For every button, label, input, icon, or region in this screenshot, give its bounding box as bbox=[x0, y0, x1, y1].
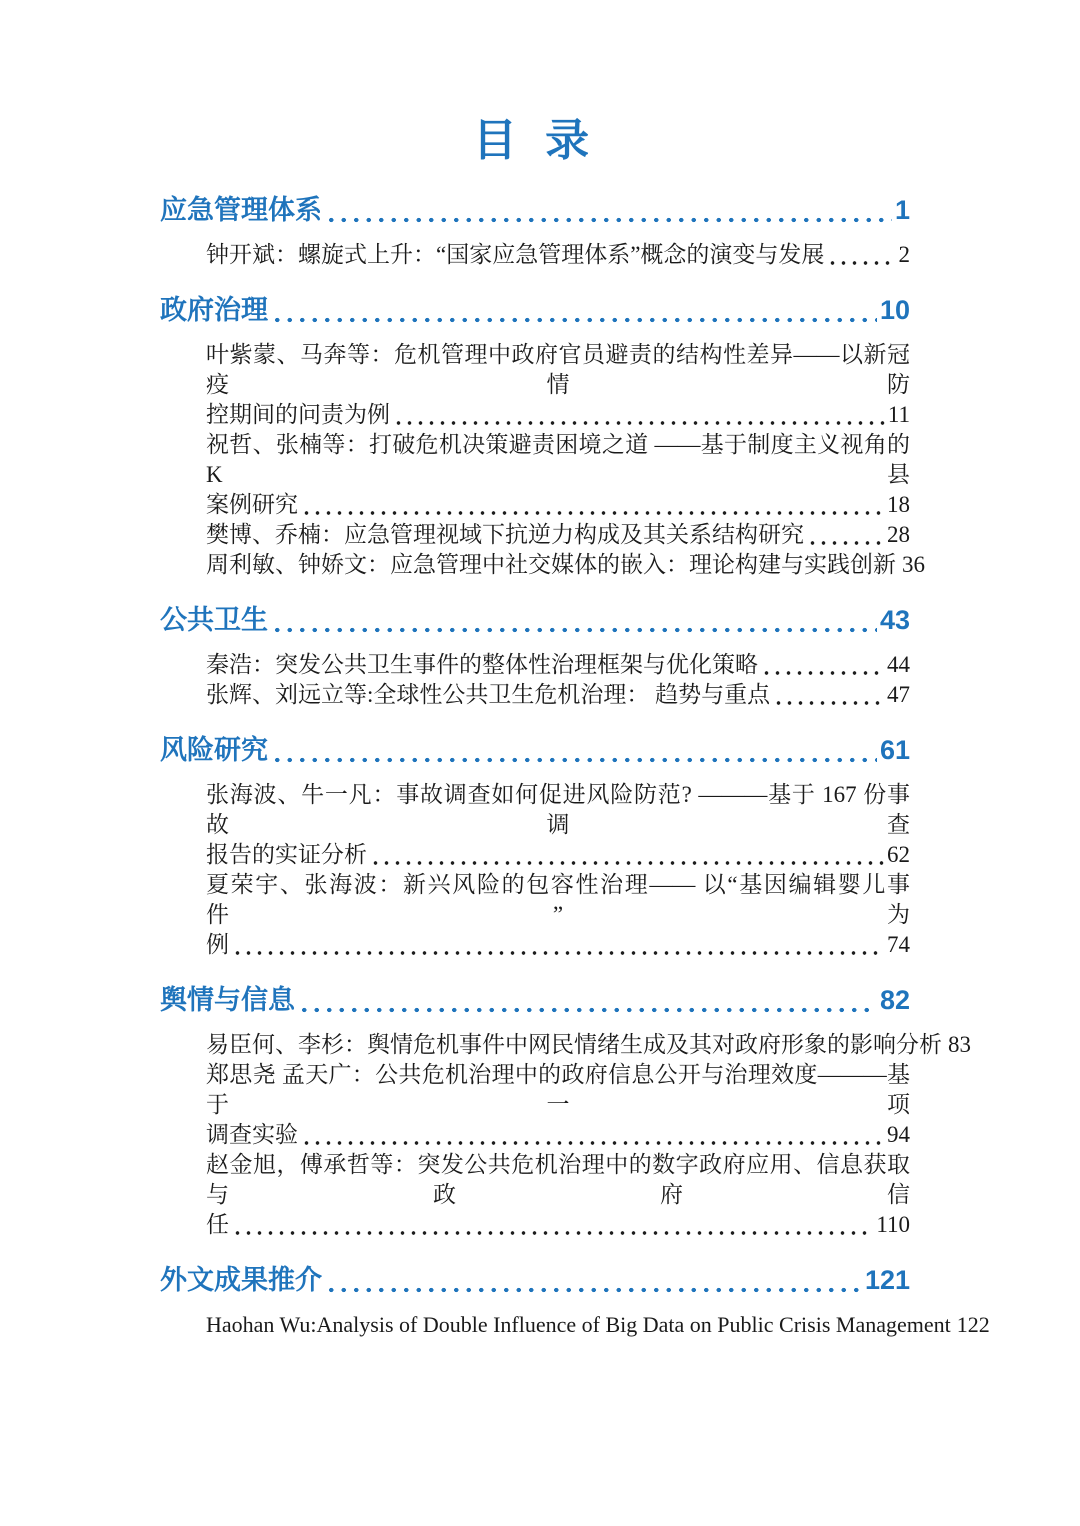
dot-leader bbox=[271, 757, 877, 763]
toc-entry-line: 张海波、牛一凡：事故调查如何促进风险防范? ———基于 167 份事故调查 bbox=[206, 782, 910, 837]
page-title: 目 录 bbox=[472, 116, 598, 165]
toc-entry bbox=[206, 1030, 971, 1060]
section-page-number: 121 bbox=[864, 1265, 910, 1295]
toc-entry bbox=[206, 680, 910, 710]
dot-leader bbox=[301, 510, 884, 516]
toc-entry bbox=[206, 1120, 910, 1150]
toc-entry bbox=[206, 1310, 990, 1340]
dot-leader bbox=[393, 420, 885, 426]
section-title: 风险研究 bbox=[160, 735, 268, 765]
dot-leader bbox=[807, 540, 884, 546]
section-title: 舆情与信息 bbox=[160, 985, 295, 1015]
entry-text: 周利敏、钟娇文：应急管理中社交媒体的嵌入：理论构建与实践创新 bbox=[206, 552, 896, 577]
section-page-number: 82 bbox=[879, 985, 910, 1015]
dot-leader bbox=[761, 670, 884, 676]
dot-leader bbox=[370, 860, 884, 866]
toc-entry-line: 赵金旭，傅承哲等：突发公共危机治理中的数字政府应用、信息获取与政府信 bbox=[206, 1152, 910, 1207]
entry-text: 任 bbox=[206, 1212, 229, 1237]
toc-entry bbox=[206, 650, 910, 680]
section-page-number: 1 bbox=[894, 195, 910, 225]
toc-section-heading bbox=[160, 193, 910, 227]
toc-section-heading bbox=[160, 603, 910, 637]
toc-section-heading bbox=[160, 293, 910, 327]
entry-page-number: 11 bbox=[887, 402, 910, 427]
dot-leader bbox=[827, 260, 895, 266]
toc-entry bbox=[206, 240, 910, 270]
entry-page-number: 122 bbox=[956, 1312, 990, 1337]
toc-entry bbox=[206, 1210, 910, 1240]
entry-text: 钟开斌：螺旋式上升：“国家应急管理体系”概念的演变与发展 bbox=[206, 242, 825, 267]
entry-text: 樊博、乔楠：应急管理视域下抗逆力构成及其关系结构研究 bbox=[206, 522, 804, 547]
entry-page-number: 36 bbox=[902, 552, 925, 577]
toc-entry-line: 郑思尧 孟天广：公共危机治理中的政府信息公开与治理效度———基于一项 bbox=[206, 1062, 910, 1117]
entry-page-number: 74 bbox=[887, 932, 910, 957]
section-page-number: 43 bbox=[879, 605, 910, 635]
dot-leader bbox=[298, 1007, 877, 1013]
dot-leader bbox=[271, 317, 877, 323]
entry-text: 控期间的问责为例 bbox=[206, 402, 390, 427]
toc-entry bbox=[206, 490, 910, 520]
dot-leader bbox=[773, 700, 884, 706]
toc-section-heading bbox=[160, 733, 910, 767]
entry-text: 案例研究 bbox=[206, 492, 298, 517]
toc-entry-line: 祝哲、张楠等：打破危机决策避责困境之道 ——基于制度主义视角的 K 县 bbox=[206, 432, 910, 487]
section-title: 应急管理体系 bbox=[160, 195, 322, 225]
toc-entry-line: 夏荣宇、张海波：新兴风险的包容性治理—— 以“基因编辑婴儿事件”为 bbox=[206, 872, 910, 927]
dot-leader bbox=[232, 950, 884, 956]
toc-entry bbox=[206, 520, 910, 550]
entry-text: 调查实验 bbox=[206, 1122, 298, 1147]
entry-page-number: 28 bbox=[887, 522, 910, 547]
dot-leader bbox=[325, 1287, 862, 1293]
section-title: 政府治理 bbox=[160, 295, 268, 325]
entry-page-number: 110 bbox=[876, 1212, 910, 1237]
toc-entry bbox=[206, 550, 925, 580]
entry-text: 报告的实证分析 bbox=[206, 842, 367, 867]
toc-entry-line: 叶紫蒙、马奔等：危机管理中政府官员避责的结构性差异——以新冠疫情防 bbox=[206, 342, 910, 397]
entry-text: 张辉、刘远立等:全球性公共卫生危机治理： 趋势与重点 bbox=[206, 682, 771, 707]
section-page-number: 10 bbox=[879, 295, 910, 325]
entry-page-number: 2 bbox=[898, 242, 910, 267]
entry-text: 秦浩：突发公共卫生事件的整体性治理框架与优化策略 bbox=[206, 652, 758, 677]
dot-leader bbox=[271, 627, 877, 633]
entry-page-number: 94 bbox=[887, 1122, 910, 1147]
entry-text: 易臣何、李杉：舆情危机事件中网民情绪生成及其对政府形象的影响分析 bbox=[206, 1032, 942, 1057]
entry-page-number: 44 bbox=[887, 652, 910, 677]
section-title: 公共卫生 bbox=[160, 605, 268, 635]
entry-page-number: 62 bbox=[887, 842, 910, 867]
entry-text: Haohan Wu:Analysis of Double Influence of Big Data on Public Crisis Management bbox=[206, 1312, 951, 1337]
dot-leader bbox=[301, 1140, 884, 1146]
entry-page-number: 47 bbox=[887, 682, 910, 707]
toc-entry bbox=[206, 400, 910, 430]
entry-text: 例 bbox=[206, 932, 229, 957]
toc-section-heading bbox=[160, 1263, 910, 1297]
dot-leader bbox=[232, 1230, 873, 1236]
entry-page-number: 18 bbox=[887, 492, 910, 517]
dot-leader bbox=[325, 217, 892, 223]
entry-page-number: 83 bbox=[948, 1032, 971, 1057]
toc-entry bbox=[206, 930, 910, 960]
section-title: 外文成果推介 bbox=[160, 1265, 322, 1295]
toc-section-heading bbox=[160, 983, 910, 1017]
toc-entry bbox=[206, 840, 910, 870]
section-page-number: 61 bbox=[879, 735, 910, 765]
